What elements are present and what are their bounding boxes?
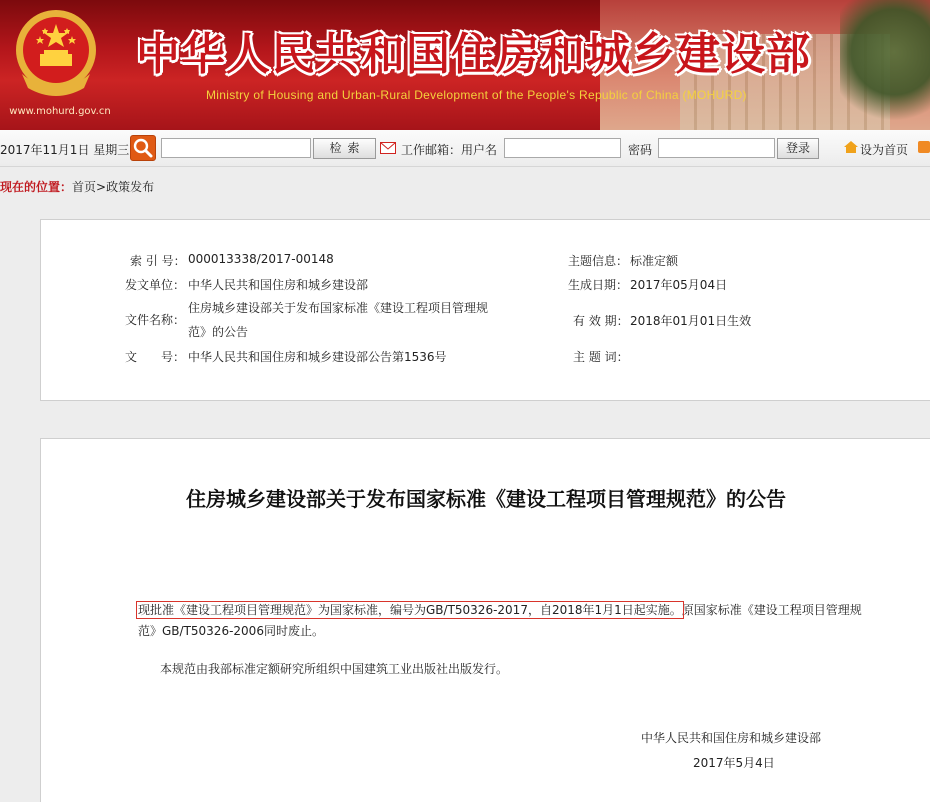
breadcrumb-label: 现在的位置：	[0, 180, 73, 194]
rss-icon[interactable]	[918, 141, 930, 153]
document-name-line2: 范》的公告	[188, 325, 249, 339]
article-paragraph-2: 本规范由我部标准定额研究所组织中国建筑工业出版社出版发行。	[160, 662, 509, 676]
top-toolbar	[0, 130, 930, 167]
national-emblem-icon	[12, 4, 100, 100]
document-number-label: 文 号：	[125, 350, 186, 364]
signature-organization: 中华人民共和国住房和城乡建设部	[641, 731, 822, 745]
magnifier-icon	[131, 136, 155, 160]
validity-label: 有 效 期：	[573, 314, 629, 328]
site-url: www.mohurd.gov.cn	[9, 106, 111, 117]
keyword-search-input[interactable]	[161, 138, 311, 158]
signature-date: 2017年5月4日	[693, 756, 775, 770]
breadcrumb	[0, 178, 154, 195]
article-paragraph-1	[138, 600, 868, 642]
password-label: 密码	[628, 143, 653, 157]
article-panel	[40, 438, 930, 802]
search-button[interactable]: 检索	[313, 138, 376, 159]
search-icon-button[interactable]	[130, 135, 156, 161]
document-name-line1: 住房城乡建设部关于发布国家标准《建设工程项目管理规	[188, 301, 489, 315]
index-number-value: 000013338/2017-00148	[188, 252, 334, 266]
document-metadata-panel	[40, 219, 930, 401]
site-title-chinese: 中华人民共和国住房和城乡建设部	[136, 29, 811, 80]
password-input[interactable]	[658, 138, 775, 158]
paragraph-1-remainder: 原国家标准《建设工程项目管理规范》GB/T50326-2006同时废止。	[138, 603, 862, 638]
breadcrumb-path[interactable]: 首页>政策发布	[72, 180, 155, 194]
login-button[interactable]: 登录	[777, 138, 819, 159]
subject-keywords-label: 主 题 词：	[573, 350, 629, 364]
generated-date-value: 2017年05月04日	[630, 278, 728, 292]
validity-value: 2018年01月01日生效	[630, 314, 752, 328]
issuer-label: 发文单位：	[125, 278, 186, 292]
current-date: 2017年11月1日 星期三	[0, 143, 130, 157]
mail-icon	[380, 142, 396, 154]
topic-info-label: 主题信息：	[568, 254, 629, 268]
issuer-value: 中华人民共和国住房和城乡建设部	[188, 278, 369, 292]
document-number-value: 中华人民共和国住房和城乡建设部公告第1536号	[188, 350, 447, 364]
topic-info-value: 标准定额	[630, 254, 679, 268]
work-mail-username-label: 工作邮箱：用户名	[401, 143, 498, 157]
username-input[interactable]	[504, 138, 621, 158]
set-homepage-link[interactable]: 设为首页	[860, 143, 909, 157]
site-title-english: Ministry of Housing and Urban-Rural Development of the People's Republic of China (MOHURD)	[206, 88, 747, 102]
article-title: 住房城乡建设部关于发布国家标准《建设工程项目管理规范》的公告	[186, 487, 786, 511]
document-name-label: 文件名称：	[125, 313, 186, 327]
banner-tree-image	[840, 0, 930, 130]
highlighted-sentence: 现批准《建设工程项目管理规范》为国家标准，编号为GB/T50326-2017，自2018年1月1日起实施。	[138, 603, 682, 617]
index-number-label: 索 引 号：	[130, 254, 186, 268]
generated-date-label: 生成日期：	[568, 278, 629, 292]
home-icon	[844, 141, 858, 153]
site-banner	[0, 0, 930, 130]
